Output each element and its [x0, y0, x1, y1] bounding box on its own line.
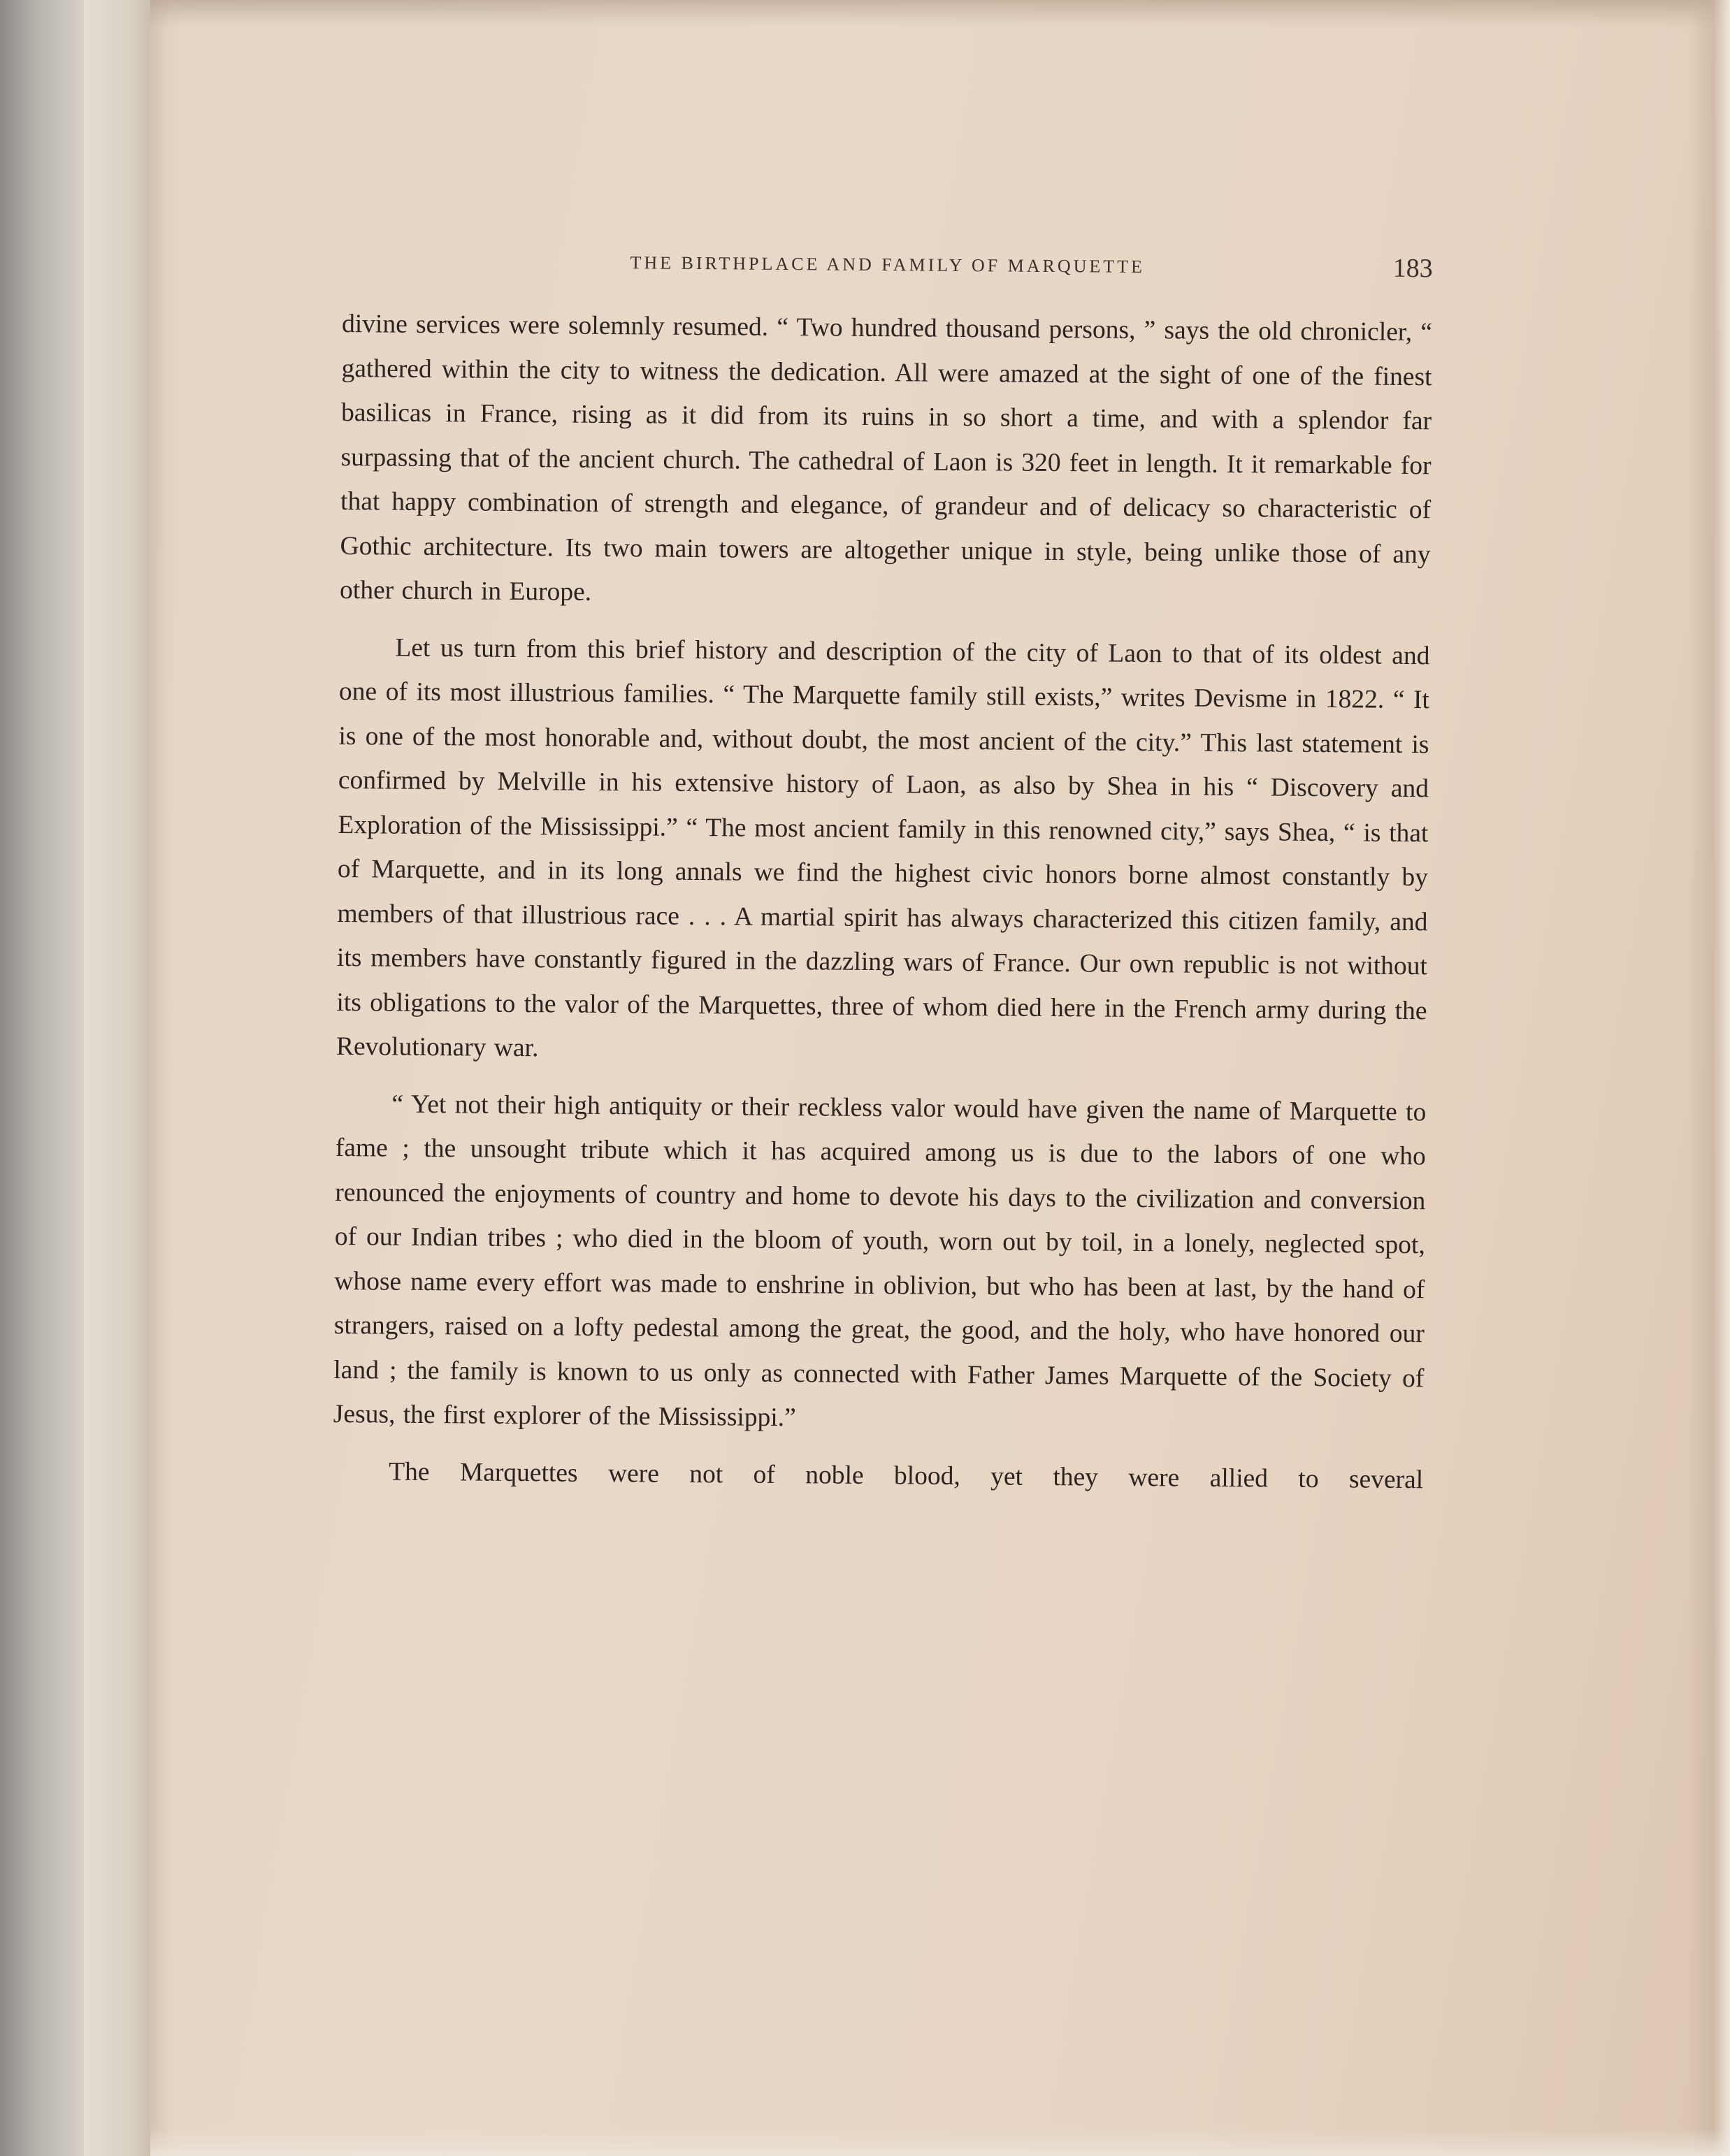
- underlying-page-edge: [84, 0, 152, 2156]
- paragraph-1: divine services were solemnly resumed. “ Two hundred thousand persons, ” says the old chronicler, “ gathered within the city to witness the dedication. All were amazed at the sight of one of the finest basilicas in France, rising as it did from its ruins in so short a time, and with a splendor far surpassing that of the ancient church. The cathedral of Laon is 320 feet in length. It it remarkable for that happy combination of strength and elegance, of grandeur and of delicacy so characteristic of Gothic architecture. Its two main towers are altogether unique in style, being unlike those of any other church in Europe.: [339, 309, 1433, 607]
- page-number: 183: [1392, 253, 1433, 284]
- paragraph-3: “ Yet not their high antiquity or their reckless valor would have given the name of Marquette to fame ; the unsought tribute which it has acquired among us is due to the labors of one who renounced the enjoyments of country and home to devote his days to the civilization and conversion of our Indian tribes ; who died in the bloom of youth, worn out by toil, in a lonely, neglected spot, whose name every effort was made to enshrine in oblivion, but who has been at last, by the hand of strangers, raised on a lofty pedestal among the great, the good, and the holy, who have honored our land ; the family is known to us only as connected with Father James Marquette of the Society of Jesus, the first explorer of the Mississippi.”: [333, 1090, 1427, 1433]
- scanner-binding-edge: [0, 0, 84, 2156]
- page-bottom-edge: [150, 2128, 1730, 2156]
- paragraph-4: The Marquettes were not of noble blood, yet they were allied to several: [389, 1457, 1424, 1494]
- running-head-title: THE BIRTHPLACE AND FAMILY OF MARQUETTE: [630, 252, 1146, 277]
- paragraph-2: Let us turn from this brief history and description of the city of Laon to that of its oldest and one of its most illustrious families. “ The Marquette family still exists,” writes Devisme in 1822. “ It is one of the most honorable and, without doubt, the most ancient of the city.” This last statement is confirmed by Melville in his extensive history of Laon, as also by Shea in his “ Discovery and Exploration of the Mississippi.” “ The most ancient family in this renowned city,” says Shea, “ is that of Marquette, and in its long annals we find the highest civic honors borne almost constantly by members of that illustrious race . . . A martial spirit has always characterized this citizen family, and its members have constantly figured in the dazzling wars of France. Our own republic is not without its obligations to the valor of the Marquettes, three of whom died here in the French army during the Revolutionary war.: [336, 633, 1430, 1063]
- page-top-shadow: [150, 0, 1730, 28]
- page-right-edge: [1688, 0, 1730, 2156]
- running-header: [342, 245, 1433, 302]
- page-text-block: [333, 245, 1433, 1502]
